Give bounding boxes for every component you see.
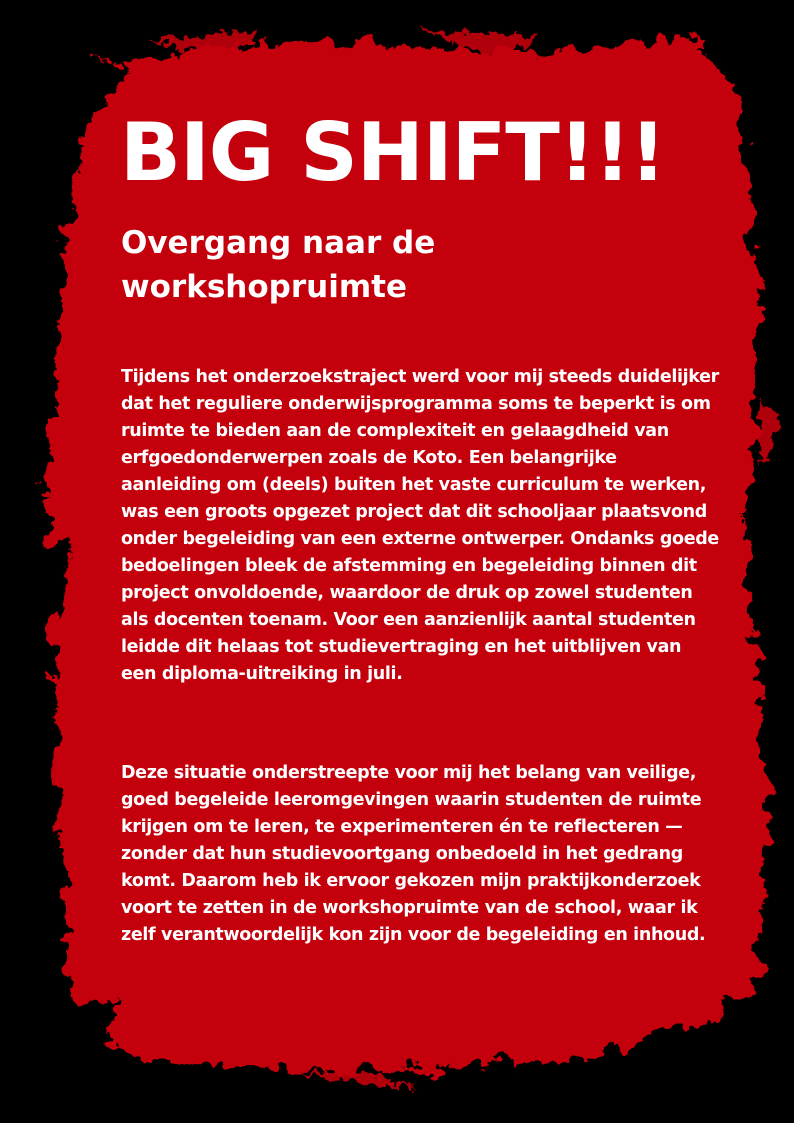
body-paragraph-2: Deze situatie onderstreepte voor mij het belang van veilige, goed begeleide leeromgevingen waarin studenten de ruimte krijgen om te leren, te experimenteren én te reflecteren — zonder dat hun studievoortgang onbedoeld in het gedrang komt. Daarom heb ik ervoor gekozen mijn praktijkonderzoek voort te zetten in de workshopruimte van de school, waar ik zelf verantwoordelijk kon zijn voor de begeleiding en inhoud. <box>121 763 706 945</box>
page-subtitle: Overgang naar de workshopruimte <box>121 225 436 305</box>
body-paragraph-1: Tijdens het onderzoekstraject werd voor mij steeds duidelijker dat het reguliere onderwijsprogramma soms te beperkt is om ruimte te bieden aan de complexiteit en gelaagdheid van erfgoedonderwerpen zoals de Koto. Een belangrijke aanleiding om (deels) buiten het vaste curriculum te werken, was een groots opgezet project dat dit schooljaar plaatsvond onder begeleiding van een externe ontwerper. Ondanks goede bedoelingen bleek de afstemming en begeleiding binnen dit project onvoldoende, waardoor de druk op zowel studenten als docenten toenam. Voor een aanzienlijk aantal studenten leidde dit helaas tot studievertraging en het uitblijven van een diploma-uitreiking in juli. <box>121 367 719 684</box>
page-title: BIG SHIFT!!! <box>120 106 666 199</box>
